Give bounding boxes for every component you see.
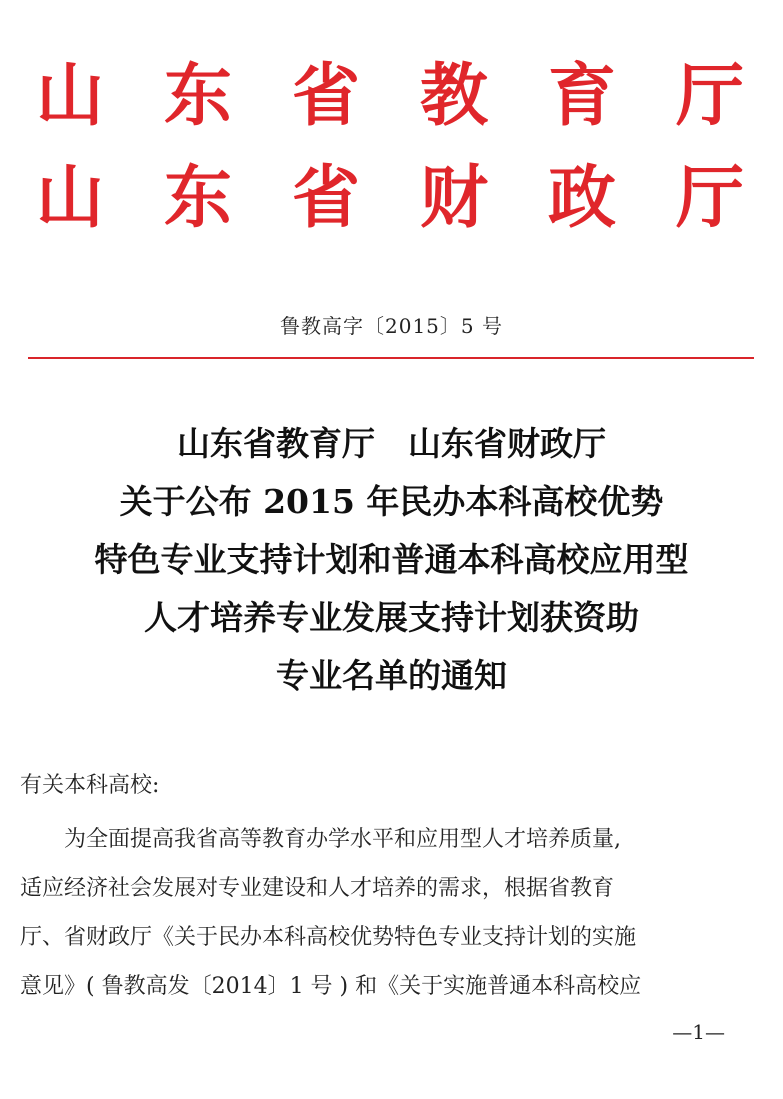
- page-number: —1—: [672, 1020, 725, 1044]
- letterhead-char: 山: [35, 158, 104, 238]
- letterhead-char: 政: [547, 158, 616, 238]
- letterhead-char: 东: [163, 158, 232, 238]
- letterhead-issuer-finance: [30, 158, 750, 238]
- body-line: 为全面提高我省高等教育办学水平和应用型人才培养质量,: [64, 827, 621, 852]
- body-paragraph: [20, 815, 760, 1011]
- letterhead-char: 育: [547, 56, 616, 136]
- title-line: 人才培养专业发展支持计划获资助: [144, 598, 639, 637]
- body-line: 厅、省财政厅《关于民办本科高校优势特色专业支持计划的实施: [20, 925, 637, 950]
- title-line: 山东省教育厅 山东省财政厅: [177, 424, 606, 463]
- letterhead-char: 东: [163, 56, 232, 136]
- red-divider: [28, 357, 754, 359]
- letterhead-char: 厅: [675, 56, 744, 136]
- body-line: 适应经济社会发展对专业建设和人才培养的需求，根据省教育: [20, 876, 615, 901]
- letterhead-char: 省: [291, 56, 360, 136]
- letterhead-char: 财: [419, 158, 488, 238]
- salutation: 有关本科高校:: [20, 773, 160, 798]
- document-number: 鲁教高字〔2015〕5 号: [280, 314, 503, 338]
- title-line: 特色专业支持计划和普通本科高校应用型: [94, 540, 689, 579]
- letterhead-issuer-education: [30, 56, 750, 136]
- title-line: 专业名单的通知: [276, 656, 507, 695]
- title-line: 关于公布 2015 年民办本科高校优势: [119, 482, 664, 521]
- letterhead-char: 教: [419, 56, 488, 136]
- letterhead-char: 山: [35, 56, 104, 136]
- body-line: 意见》( 鲁教高发〔2014〕1 号 ) 和《关于实施普通本科高校应: [20, 974, 642, 999]
- letterhead-char: 省: [291, 158, 360, 238]
- letterhead-char: 厅: [675, 158, 744, 238]
- document-title: [0, 415, 783, 705]
